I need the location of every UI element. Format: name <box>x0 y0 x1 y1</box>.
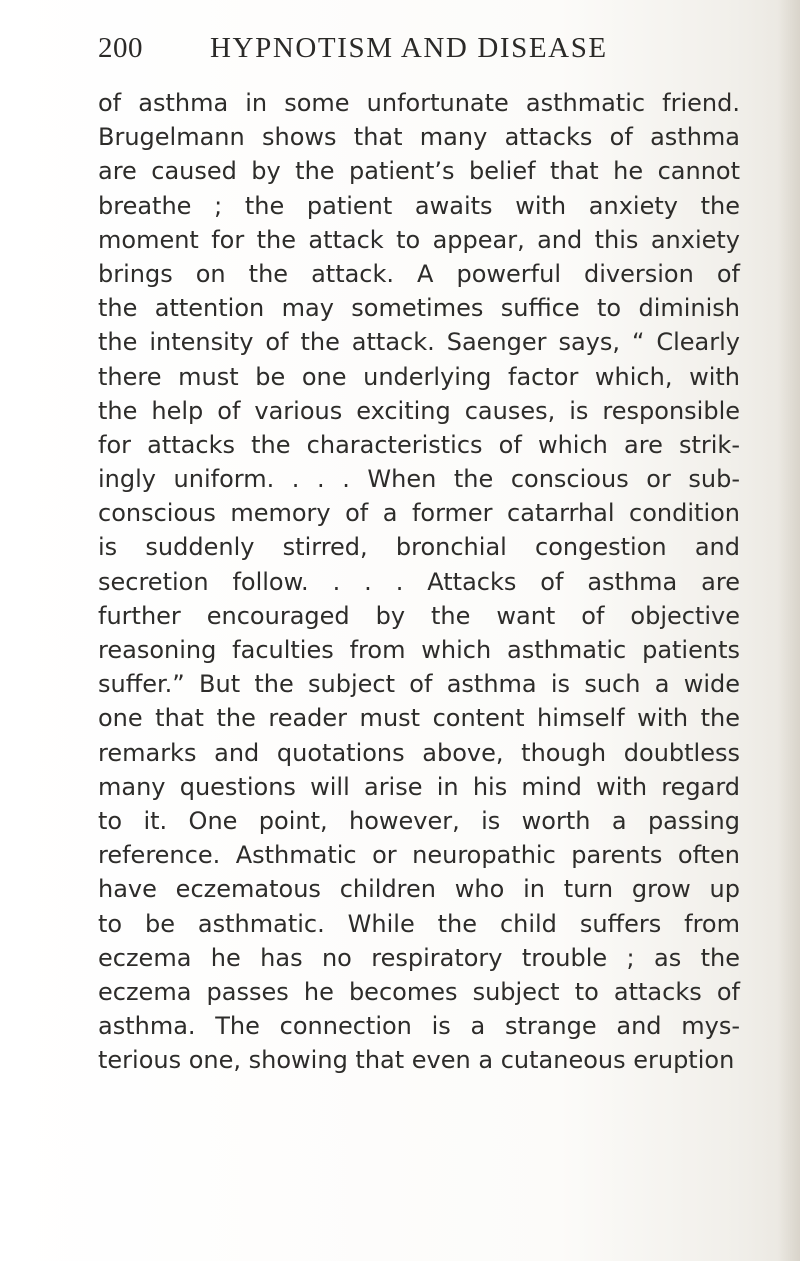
text-line: are caused by the patient’s belief that he cannot <box>98 157 740 186</box>
text-line: is suddenly stirred, bronchial congestion and <box>98 533 740 562</box>
page-edge-shadow <box>778 0 800 1261</box>
text-line: suffer.” But the subject of asthma is such a wide <box>98 670 740 699</box>
text-line: moment for the attack to appear, and this anxiety <box>98 225 740 254</box>
text-line: of asthma in some unfortunate asthmatic friend. <box>98 89 740 117</box>
body-text <box>98 86 740 1077</box>
text-line: asthma. The connection is a strange and mys- <box>98 1012 740 1041</box>
text-line: the attention may sometimes suffice to diminish <box>98 294 740 323</box>
text-line: there must be one underlying factor which, with <box>98 362 740 391</box>
text-line: ingly uniform. . . . When the conscious or sub- <box>98 465 740 494</box>
text-line: the help of various exciting causes, is responsible <box>98 396 740 425</box>
text-line: reference. Asthmatic or neuropathic parents often <box>98 841 740 870</box>
text-line: secretion follow. . . . Attacks of asthma are <box>98 567 740 596</box>
text-line: brings on the attack. A powerful diversion of <box>98 259 740 288</box>
text-line: the intensity of the attack. Saenger says, “ Clearly <box>98 328 740 357</box>
running-title: HYPNOTISM AND DISEASE <box>210 32 608 64</box>
text-line: remarks and quotations above, though doubtless <box>98 738 740 767</box>
text-line: reasoning faculties from which asthmatic patients <box>98 636 740 664</box>
text-line: for attacks the characteristics of which are strik- <box>98 430 740 459</box>
text-line: eczema he has no respiratory trouble ; as the <box>98 943 740 972</box>
text-line: have eczematous children who in turn grow up <box>98 875 740 904</box>
text-line: conscious memory of a former catarrhal condition <box>98 499 740 528</box>
running-head <box>98 32 738 72</box>
text-line: one that the reader must content himself with the <box>98 704 740 733</box>
text-line: many questions will arise in his mind with regard <box>98 772 740 801</box>
text-line: breathe ; the patient awaits with anxiety the <box>98 191 740 220</box>
text-line: to it. One point, however, is worth a passing <box>98 806 740 835</box>
text-line: terious one, showing that even a cutaneous eruption <box>98 1046 735 1075</box>
text-line: to be asthmatic. While the child suffers from <box>98 909 740 938</box>
text-line: Brugelmann shows that many attacks of asthma <box>98 123 740 152</box>
text-line: further encouraged by the want of objective <box>98 601 740 630</box>
page-number: 200 <box>98 32 143 64</box>
text-line: eczema passes he becomes subject to attacks of <box>98 977 740 1006</box>
